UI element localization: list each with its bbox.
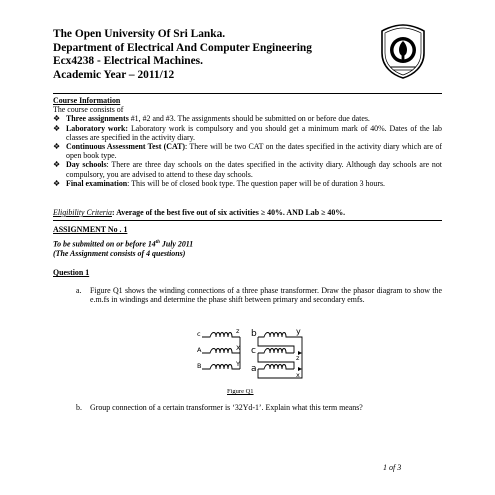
figure-label-b: B (197, 362, 202, 370)
figure-label-secondary-c: c (251, 346, 256, 356)
course-components-list (53, 114, 442, 188)
figure-label-x: X (236, 344, 241, 352)
bullet-diamond-icon: ❖ (53, 123, 61, 133)
figure-label-y: Y (236, 360, 240, 368)
department-name: Department of Electrical And Computer Engineering (53, 41, 312, 54)
figure-label-secondary-x: x (296, 371, 300, 379)
list-item: ❖ Three assignments #1, #2 and #3. The assignments should be submitted on or before due dates. (53, 114, 370, 124)
list-item: ❖ Final examination: This will be of closed book type. The question paper will be of duration 3 hours. (53, 178, 386, 188)
document-header (53, 28, 312, 82)
figure-caption: Figure Q1 (227, 388, 254, 395)
figure-label-z: z (236, 327, 240, 335)
bullet-diamond-icon: ❖ (53, 160, 61, 170)
course-information-heading: Course Information (53, 96, 121, 105)
eligibility-criteria: Eligibility Criteria: Average of the best five out of six activities ≥ 40%. AND Lab ≥ 40%. (53, 208, 346, 217)
section-divider (53, 220, 442, 221)
page-number: 1 of 3 (383, 463, 402, 472)
course-intro: The course consists of (53, 105, 124, 115)
list-item: ❖ Day schools: There are three day schools on the dates specified in the activity diary. Although day schools are not compulsory, you are advised to attend to these day schools. (53, 160, 442, 179)
figure-label-secondary-a: a (251, 364, 257, 374)
course-code-title: Ecx4238 - Electrical Machines. (53, 55, 203, 68)
figure-label-a: A (197, 346, 202, 354)
header-divider (53, 93, 442, 94)
university-name: The Open University Of Sri Lanka. (53, 28, 226, 40)
list-item: ❖ Laboratory work: Laboratory work is compulsory and you should get a minimum mark of 40%. Dates of the lab classes are specified in the activity diary. (53, 123, 442, 142)
figure-label-c: c (197, 330, 201, 338)
figure-label-secondary-y: y (296, 327, 301, 336)
academic-year: Academic Year – 2011/12 (53, 68, 175, 81)
assignment-heading (53, 225, 442, 258)
bullet-diamond-icon: ❖ (53, 178, 61, 188)
figure-label-secondary-z: z (296, 354, 300, 362)
question-1b: b. Group connection of a certain transformer is ‘32Yd-1’. Explain what this term means? (76, 403, 363, 412)
university-logo-icon (376, 23, 430, 79)
assignment-question-count: (The Assignment consists of 4 questions) (53, 249, 186, 259)
figure-q1-winding-diagram (196, 326, 310, 384)
question-1-title: Question 1 (53, 268, 90, 277)
bullet-diamond-icon: ❖ (53, 114, 61, 124)
course-information-section (53, 96, 442, 188)
bullet-diamond-icon: ❖ (53, 142, 61, 152)
figure-label-secondary-b: b (251, 329, 257, 339)
question-1a: a. Figure Q1 shows the winding connections of a three phase transformer. Draw the phasor diagram to show the e.m.fs in windings and determine the phase shift between primary and secondary emfs. (76, 286, 442, 305)
submission-deadline: To be submitted on or before 14th July 2011 (53, 239, 194, 249)
assignment-title: ASSIGNMENT No . 1 (53, 225, 128, 234)
list-item: ❖ Continuous Assessment Test (CAT): There will be two CAT on the dates specified in the activity diary which are of open book type. (53, 142, 443, 161)
